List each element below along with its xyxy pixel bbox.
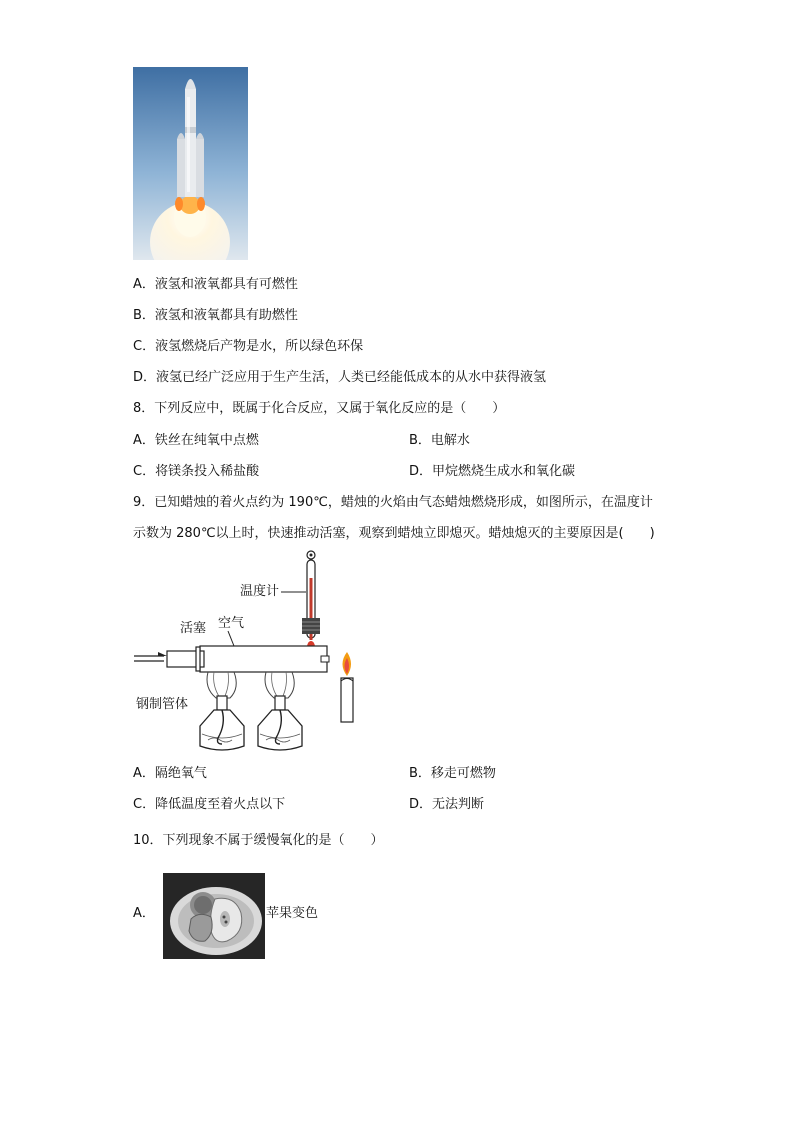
rocket-launch-illustration: [133, 67, 248, 260]
rocket-launch-image: [133, 67, 248, 260]
thermometer-label: 温度计: [240, 584, 280, 599]
candle: [341, 652, 353, 722]
q10-option-a-caption: 苹果变色: [266, 906, 319, 921]
q10-stem: 10．下列现象不属于缓慢氧化的是（ ）: [133, 833, 384, 848]
apple-image: [163, 873, 265, 959]
piston-label: 活塞: [180, 621, 207, 636]
tube-label: 钢制管体: [136, 697, 189, 712]
q7-option-c: C．液氢燃烧后产物是水，所以绿色环保: [133, 339, 364, 354]
q9-option-c: C．降低温度至着火点以下: [133, 797, 286, 812]
q9-experiment-diagram: [130, 548, 370, 758]
q8-option-c: C．将镁条投入稀盐酸: [133, 464, 260, 479]
q7-option-b: B．液氢和液氧都具有助燃性: [133, 308, 298, 323]
q8-option-a: A．铁丝在纯氧中点燃: [133, 433, 259, 448]
q10-option-a-label: A．: [133, 906, 155, 921]
q9-stem-line1: 9．已知蜡烛的着火点约为 190℃，蜡烛的火焰由气态蜡烛燃烧形成，如图所示，在温度计: [133, 495, 653, 510]
q9-option-d: D．无法判断: [409, 797, 485, 812]
q8-option-b: B．电解水: [409, 433, 470, 448]
q7-option-a: A．液氢和液氧都具有可燃性: [133, 277, 298, 292]
q9-stem-line2: 示数为 280℃以上时，快速推动活塞，观察到蜡烛立即熄灭。蜡烛熄灭的主要原因是( ): [133, 526, 655, 541]
alcohol-lamp-right: [258, 672, 302, 750]
alcohol-lamp-left: [200, 672, 244, 750]
push-arrow: [134, 652, 167, 661]
steel-tube: [167, 646, 329, 672]
q9-option-b: B．移走可燃物: [409, 766, 496, 781]
q8-option-d: D．甲烷燃烧生成水和氧化碳: [409, 464, 576, 479]
q8-stem: 8．下列反应中，既属于化合反应，又属于氧化反应的是（ ）: [133, 401, 506, 416]
q7-option-d: D．液氢已经广泛应用于生产生活，人类已经能低成本的从水中获得液氢: [133, 370, 547, 385]
air-label: 空气: [218, 616, 245, 631]
thermometer: [302, 551, 320, 653]
apple-browning-illustration: [163, 873, 265, 959]
q9-option-a: A．隔绝氧气: [133, 766, 207, 781]
